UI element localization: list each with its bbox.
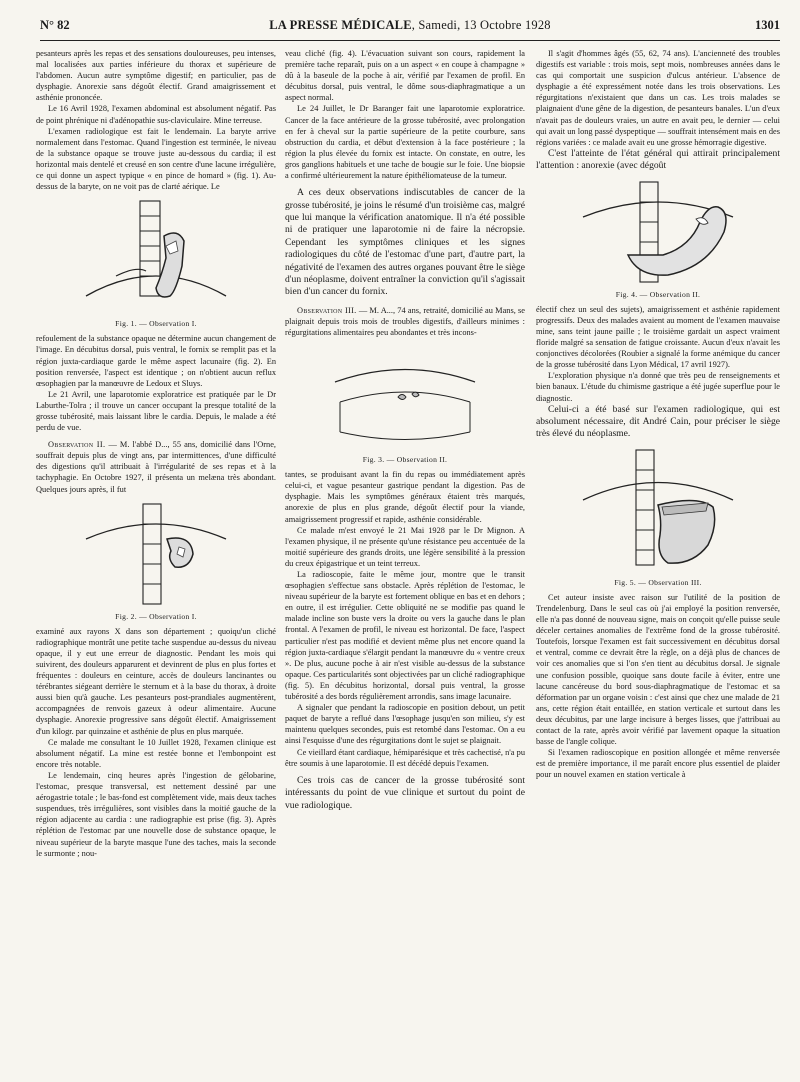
figure-5-radiograph [568,445,748,575]
paragraph: pesanteurs après les repas et des sensations douloureuses, peu intenses, mal localisées aux parties inférieure du thorax et supérieure de l'abdomen. Aucun autre symptôme digestif; en particulier, pas de dysphagie. Anorexie sans dégoût électif. Grand amaigrissement et asthénie prononcée. [36,49,276,103]
paragraph: refoulement de la substance opaque ne détermine aucun changement de l'image. En décubitus dorsal, puis ventral, le fornix se remplit pas et la région juxta-cardiaque garde le même aspect lacunaire (fig. 2). En position renversée, l'aspect est identique ; on n'obtient aucun reflux œsophagien par la manœuvre de Ledoux et Sluys. [36,334,276,388]
figure-5 [536,445,780,588]
figure-4-radiograph [568,177,748,287]
figure-3-caption: Fig. 3. — Observation II. [362,455,448,465]
paragraph: examiné aux rayons X dans son département ; quoiqu'un cliché radiographique montrât une petite tache suspendue au-dessus du niveau opaque, il y eut une erreur de diagnostic. Pendant les mois qui suivirent, des douleurs apparurent et devinrent de plus en plus fortes et fréquentes : douleurs en ceinture, accès de douleurs lancinantes ou térébrantes siégeant derrière le sternum et à la base du thorax, à droite aussi bien qu'à gauche. Les pesanteurs post-prandiales augmentèrent, accompagnées de renvois gazeux à odeur alimentaire. Aucune dysphagie. Anorexie progressive sans dégoût électif. Amaigrissement d'un kilogr. par quinzaine et asthénie de plus en plus marquée. [36,626,276,736]
figure-1 [36,196,276,329]
paragraph: L'exploration physique n'a donné que très peu de renseignements et bien banaux. L'étude du chimisme gastrique a été jugée superflue pour le diagnostic. [536,371,780,403]
observation-2-paragraph: Observation II. — M. l'abbé D..., 55 ans, domicilié dans l'Orne, souffrait depuis plus de vingt ans, par intermittences, d'une difficulté des digestions qu'il attribuait à l'irrégularité de ses repas et à la tachyphagie. En Octobre 1927, il présenta un melæna très abondant. Quelques jours après, il fut [36,440,276,494]
paragraph: Ce malade m'est envoyé le 21 Mai 1928 par le Dr Mignon. A l'examen physique, il ne présente qu'une résistance peu accentuée de la moitié supérieure des grands droits, une légère sensibilité à la pression du creux épigastrique et un teint terreux. [285,525,525,568]
paragraph: Ce malade me consultant le 10 Juillet 1928, l'examen clinique est absolument négatif. La mine est restée bonne et l'embonpoint est encore très notable. [36,737,276,769]
paragraph: C'est l'atteinte de l'état général qui attirait principalement l'attention : anorexie (avec dégoût [536,147,780,172]
paragraph: Ces trois cas de cancer de la grosse tubérosité sont intéressants du point de vue clinique et surtout du point de vue radiologique. [285,774,525,811]
figure-3 [285,342,525,465]
observation-3-paragraph: Observation III. — M. A..., 74 ans, retraité, domicilié au Mans, se plaignait depuis trois mois de troubles digestifs, d'ailleurs minimes : régurgitations alimentaires peu abondantes et très incons- [285,305,525,337]
paragraph: A signaler que pendant la radioscopie en position debout, un petit paquet de baryte a reflué dans l'œsophage jusqu'en son milieu, s'y est maintenu quelques secondes, puis est retombé dans l'estomac. On a eu ainsi l'esquisse d'une des régurgitations dont le sujet se plaignait. [285,703,525,746]
page-number: 1301 [755,18,780,32]
paragraph: Le 24 Juillet, le Dr Baranger fait une laparotomie exploratrice. Cancer de la face antérieure de la grosse tubérosité, avec prolongation en fer à cheval sur la partie supérieure de la petite courbure, sans obstruction du cardia, et début d'extension à la face postérieure ; la région la plus élevée du fornix est intacte. On constate, en outre, les gros ganglions habituels et une tache de bougie sur le foie. Une biopsie a confirmé ultérieurement la nature épithéliomateuse de la tumeur. [285,104,525,181]
paragraph: tantes, se produisant avant la fin du repas ou immédiatement après celui-ci, et vague pesanteur gastrique pendant la digestion. Pas de dysphagie. Mais les symptômes généraux étaient très marqués, anorexie de plus en plus grande, dégoût électif pour la viande, amaigrissement progressif et rapide, asthénie considérable. [285,470,525,524]
column-1 [36,48,276,1068]
issue-date: , Samedi, 13 Octobre 1928 [411,18,551,32]
figure-2 [36,499,276,622]
paragraph: Il s'agit d'hommes âgés (55, 62, 74 ans). L'ancienneté des troubles digestifs est variable : trois mois, sept mois, nombreuses années dans le cas qui comportait une suspicion d'ulcus antérieur. L'absence de dysphagie a été expressément notée dans les trois observations. Les régurgitations n'existaient que dans un cas. Les trois malades se plaignaient d'une gêne de la digestion, de pesanteurs banales. L'un d'eux n'avait pas de douleurs vraies, un autre en avait peu, le dernier — celui qui avait un long passé dyspeptique — souffrait intensément mais en des régions variées : ce malade avait eu une grosse hémorragie digestive. [536,49,780,147]
paragraph: La radioscopie, faite le même jour, montre que le transit œsophagien s'effectue sans obstacle. Après réplétion de l'estomac, le niveau supérieur de la baryte est fortement oblique en bas et en dehors ; en outre, il est irrégulier. Cette obliquité ne se modifie pas quand le malade incline son buste vers la droite ou vers la gauche dans le plan frontal. A l'examen de profil, le niveau est horizontal. De face, l'aspect particulier n'est pas modifié et devient même plus net encore quand la région juxta-cardiaque s'élargit pendant la manœuvre du « ventre creux ». De plus, aucune poche à air n'est visible au-dessus de la substance opaque. Ces particularités sont objectivées par un cliché radiographique (fig. 5). En décubitus horizontal, dorsal puis ventral, la grosse tubérosité a des bords régulièrement arrondis, sans image lacunaire. [285,570,525,702]
paragraph: électif chez un seul des sujets), amaigrissement et asthénie rapidement progressifs. Deux des malades avaient au moment de l'examen mauvaise mine, sans teint jaune paille ; le troisième gardait un aspect vraiment floride malgré sa sensation de fatigue croissante. Aucun d'eux n'avait les conjonctives décolorées (Roubier a signalé la forme anémique du cancer de la grosse tubérosité dans Lyon Médical, 17 avril 1927). [536,304,780,370]
figure-2-caption: Fig. 2. — Observation I. [115,611,197,621]
observation-3-label: Observation III. [297,305,357,315]
paragraph: Celui-ci a été basé sur l'examen radiologique, qui est absolument nécessaire, dit André Cain, pour préciser le siège très élevé du néoplasme. [536,403,780,440]
observation-2-label: Observation II. [48,440,106,450]
journal-title: LA PRESSE MÉDICALE [269,18,412,32]
paragraph: Ce vieillard étant cardiaque, hémiparésique et très cachectisé, n'a pu être soumis à une laparotomie. Il est décédé depuis l'examen. [285,747,525,768]
paragraph: veau cliché (fig. 4). L'évacuation suivant son cours, rapidement la première tache reparaît, puis on a un aspect « en coupe à champagne » dû à la baseule de la poche à air, vérifié par l'examen de profil. En décubitus dorsal, puis ventral, le dôme sous-diaphragmatique a un aspect normal. [285,49,525,103]
paragraph: Si l'examen radioscopique en position allongée et même renversée est de première importance, il me paraît encore plus essentiel de plaider pour un nouvel examen en station verticale à [536,748,780,780]
issue-number: N° 82 [40,18,70,32]
figure-5-caption: Fig. 5. — Observation III. [614,577,702,587]
column-2 [285,48,525,1068]
paragraph: Le 16 Avril 1928, l'examen abdominal est absolument négatif. Pas de point phrénique ni d'adénopathie sus-claviculaire. Mine terreuse. [36,104,276,125]
paragraph: A ces deux observations indiscutables de cancer de la grosse tubérosité, je joins le résumé d'un troisième cas, malgré que lui manque la vérification anatomique. Il n'a été possible ni de pratiquer une laparotomie ni de faire la nécropsie. Cependant les symptômes cliniques et les signes radiologiques du côté de l'estomac d'une part, d'autre part, la négativité de l'examen des autres organes pouvant être le siège d'un néoplasme, doivent entraîner la conviction qu'il s'agissait bien d'un cancer du fornix. [285,187,525,298]
paragraph: L'examen radiologique est fait le lendemain. La baryte arrive normalement dans l'estomac. Quand l'ingestion est terminée, le niveau de la substance opaque se trouve juste au-dessous du cardia; il est horizontal mais dentelé et creusé en son centre d'une lacune irrégulière, ce qui donne un aspect typique « en pince de homard » (fig. 1). Au-dessus de la baryte, on ne voit pas de clarté aérique. Le [36,126,276,192]
column-3 [536,48,780,1068]
figure-4 [536,177,780,300]
figure-1-radiograph [66,196,246,316]
paragraph: Le lendemain, cinq heures après l'ingestion de gélobarine, l'estomac, presque transversal, est nettement dessiné par une aérogastrie totale ; le bas-fond est complètement vide, mais deux taches suspendues, très irrégulières, sont visibles dans la moitié gauche de la région adjacente au cardia : une radiographie est prise (fig. 3). Après réplétion de l'estomac par une nouvelle dose de substance opaque, le niveau supérieur de la baryte masque l'une des taches, mais la seconde le surmonte ; nou- [36,770,276,858]
page-header [40,16,780,41]
figure-4-caption: Fig. 4. — Observation II. [615,289,701,299]
figure-3-radiograph [320,342,490,452]
journal-title-line [40,18,780,33]
paragraph: Cet auteur insiste avec raison sur l'utilité de la position de Trendelenburg. Dans le seul cas où j'ai employé la position renversée, elle n'a pas donné de nouveau signe, mais on conçoit qu'elle puisse seule déceler certaines anomalies de l'extrême fond de la grosse tubérosité. Toutefois, lorsque l'examen est fait successivement en décubitus dorsal et ventral, comme ce devrait être la règle, on a déjà plus de chances de voir ces anomalies que si l'on s'en tient au décubitus dorsal. Je signale une confusion possible, quoique sans doute facile à éviter, entre une lacune cancéreuse du bord sous-diaphragmatique de l'estomac et sa déformation par un organe voisin : c'est ainsi que chez une malade de 21 ans, cette région était entaillée, en station verticale et surtout dans les deux décubitus, par une large incisure à berges lisses, que j'attribuai au contact de la rate, après avoir vérifié par lavement opaque la situation basse de l'angle colique. [536,592,780,747]
figure-1-caption: Fig. 1. — Observation I. [115,319,197,329]
paragraph: Le 21 Avril, une laparotomie exploratrice est pratiquée par le Dr Laburthe-Tolra ; il trouve un cancer occupant la presque totalité de la grosse tubérosité, mais laissant libre le cardia. Depuis, le malade a été perdu de vue. [36,389,276,433]
figure-2-radiograph [71,499,241,609]
